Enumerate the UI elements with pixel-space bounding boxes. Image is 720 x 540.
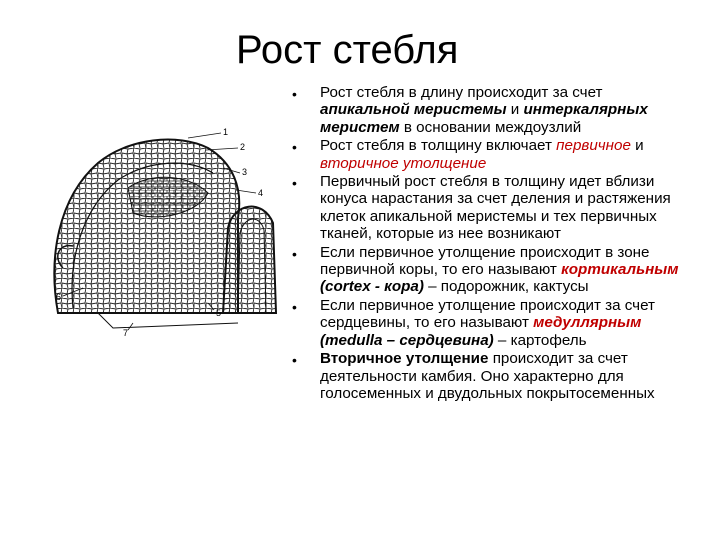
bullet-item bbox=[292, 350, 692, 402]
figure-label-6: 6 bbox=[56, 292, 62, 302]
bullet-dot: • bbox=[292, 298, 297, 315]
figure-label-1: 1 bbox=[223, 127, 229, 137]
bullet-text: и bbox=[630, 137, 644, 155]
bullet-text: – подорожник, кактусы bbox=[423, 278, 589, 296]
stem-apex-diagram bbox=[38, 118, 288, 338]
figure-label-2: 2 bbox=[240, 142, 246, 152]
bullet-item bbox=[292, 244, 692, 296]
figure-label-3: 3 bbox=[242, 167, 248, 177]
bullet-text: Первичный рост стебля в толщину идет вблизи конуса нарастания за счет деления и растяжения клеток апикальной меристемы и тех первичных тканей, которые из нее возникают bbox=[320, 173, 671, 243]
bullet-text: вторичное утолщение bbox=[320, 154, 487, 172]
bullet-item bbox=[292, 173, 692, 243]
bullet-text: Рост стебля в толщину включает bbox=[320, 137, 557, 155]
figure-label-4: 4 bbox=[258, 188, 264, 198]
bullet-dot: • bbox=[292, 86, 297, 102]
bullet-item bbox=[292, 137, 692, 172]
figure-label-5: 5 bbox=[216, 308, 222, 318]
bullet-text: Вторичное утолщение bbox=[320, 350, 489, 368]
bullet-text: Если первичное утолщение происходит в зоне первичной коры, то его называют bbox=[320, 243, 650, 279]
bullet-dot: • bbox=[292, 245, 297, 262]
bullet-text: происходит за счет деятельности камбия. Оно характерно для голосеменных и двудольных покрытосеменных bbox=[320, 350, 655, 402]
bullet-dot: • bbox=[292, 175, 297, 192]
bullet-text: апикальной меристемы bbox=[320, 101, 507, 119]
apical-dome bbox=[54, 140, 239, 313]
bullet-list bbox=[292, 84, 692, 402]
bullet-item bbox=[292, 84, 692, 136]
bullet-text: (medulla – сердцевина) bbox=[320, 331, 494, 349]
bullet-text: и bbox=[506, 101, 524, 119]
bullet-text: кортикальным bbox=[561, 261, 679, 279]
bullet-item bbox=[292, 297, 692, 349]
bullet-text: первичное bbox=[556, 137, 631, 155]
bullet-text: медуллярным bbox=[533, 314, 642, 332]
slide-title: Рост стебля bbox=[236, 28, 459, 72]
bullet-text: в основании междоузлий bbox=[399, 118, 582, 136]
bullet-text: (cortex - кора) bbox=[320, 278, 424, 296]
bullet-dot: • bbox=[292, 352, 297, 369]
figure-label-7: 7 bbox=[123, 328, 129, 338]
leaf-primordium bbox=[223, 207, 276, 313]
bullet-dot: • bbox=[292, 139, 297, 156]
bullet-text: Рост стебля в длину происходит за счет bbox=[320, 84, 603, 101]
bullet-text: – картофель bbox=[493, 331, 587, 349]
bullet-text: Если первичное утолщение происходит за счет сердцевины, то его называют bbox=[320, 296, 655, 332]
bullet-text: интеркалярных меристем bbox=[320, 101, 648, 136]
